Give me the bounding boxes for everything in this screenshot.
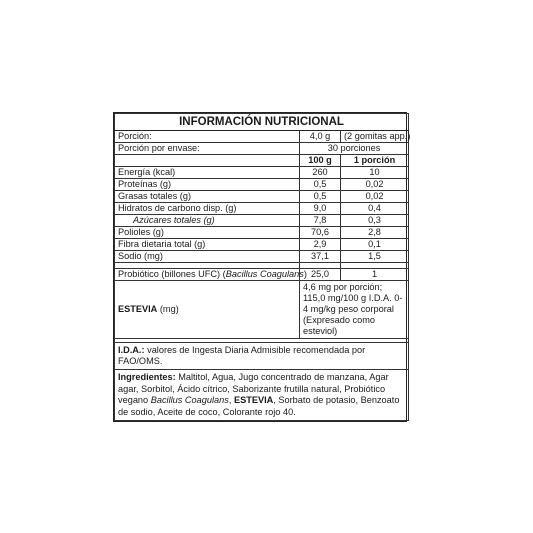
nutrient-portion: 0,02 <box>341 191 409 203</box>
nutrient-portion: 10 <box>341 167 409 179</box>
portions-per-package-value: 30 porciones <box>300 143 409 155</box>
nutrient-label: Polioles (g) <box>115 227 300 239</box>
nutrient-portion: 0,4 <box>341 203 409 215</box>
ida-note: I.D.A.: valores de Ingesta Diaria Admisible recomendada por FAO/OMS. <box>115 343 409 370</box>
nutrition-table <box>114 113 409 421</box>
nutrient-row <box>115 239 409 251</box>
nutrient-portion: 1,5 <box>341 251 409 263</box>
nutrient-row <box>115 215 409 227</box>
nutrient-label: Grasas totales (g) <box>115 191 300 203</box>
ingredients-row <box>115 370 409 421</box>
nutrient-label: Hidratos de carbono disp. (g) <box>115 203 300 215</box>
nutrient-label: Fibra dietaria total (g) <box>115 239 300 251</box>
nutrient-100g: 9,0 <box>300 203 341 215</box>
portions-per-package-row <box>115 143 409 155</box>
probiotic-row <box>115 269 409 281</box>
nutrient-100g: 37,1 <box>300 251 341 263</box>
nutrient-label: Energía (kcal) <box>115 167 300 179</box>
portion-value: 4,0 g <box>300 131 341 143</box>
probiotic-portion: 1 <box>341 269 409 281</box>
nutrient-row <box>115 191 409 203</box>
ingredients-text: Ingredientes: Maltitol, Agua, Jugo concentrado de manzana, Agar agar, Sorbitol, Ácido cítrico, Saborizante frutilla natural, Probiótico vegano Bacillus Coagulans, ESTEVIA, Sorbato de potasio, Benzoato de sodio, Aceite de coco, Colorante rojo 40. <box>115 370 409 421</box>
nutrient-row <box>115 227 409 239</box>
estevia-value: 4,6 mg por porción; 115,0 mg/100 g I.D.A. 0-4 mg/kg peso corporal (Expresado como esteviol) <box>300 281 409 339</box>
nutrient-portion: 0,02 <box>341 179 409 191</box>
estevia-label: ESTEVIA (mg) <box>115 281 300 339</box>
nutrient-label: Proteínas (g) <box>115 179 300 191</box>
portion-label: Porción: <box>115 131 300 143</box>
nutrient-100g: 260 <box>300 167 341 179</box>
column-header-row <box>115 155 409 167</box>
nutrient-label: Azúcares totales (g) <box>115 215 300 227</box>
nutrient-100g: 70,6 <box>300 227 341 239</box>
estevia-row <box>115 281 409 339</box>
nutrient-portion: 2,8 <box>341 227 409 239</box>
nutrient-row <box>115 251 409 263</box>
nutrient-100g: 0,5 <box>300 179 341 191</box>
nutrient-row <box>115 203 409 215</box>
label-title: INFORMACIÓN NUTRICIONAL <box>115 114 409 131</box>
nutrient-100g: 0,5 <box>300 191 341 203</box>
nutrient-portion: 0,1 <box>341 239 409 251</box>
ida-row <box>115 343 409 370</box>
nutrient-row <box>115 167 409 179</box>
nutrient-portion: 0,3 <box>341 215 409 227</box>
header-1-portion: 1 porción <box>341 155 409 167</box>
header-100g: 100 g <box>300 155 341 167</box>
probiotic-label: Probiótico (billones UFC) (Bacillus Coagulans) <box>115 269 300 281</box>
nutrient-100g: 7,8 <box>300 215 341 227</box>
portion-row <box>115 131 409 143</box>
nutrient-label: Sodio (mg) <box>115 251 300 263</box>
nutrient-100g: 2,9 <box>300 239 341 251</box>
nutrient-row <box>115 179 409 191</box>
portion-extra: (2 gomitas app.) <box>341 131 409 143</box>
portions-per-package-label: Porción por envase: <box>115 143 300 155</box>
nutrition-label <box>113 112 411 422</box>
probiotic-100g: 25,0 <box>300 269 341 281</box>
